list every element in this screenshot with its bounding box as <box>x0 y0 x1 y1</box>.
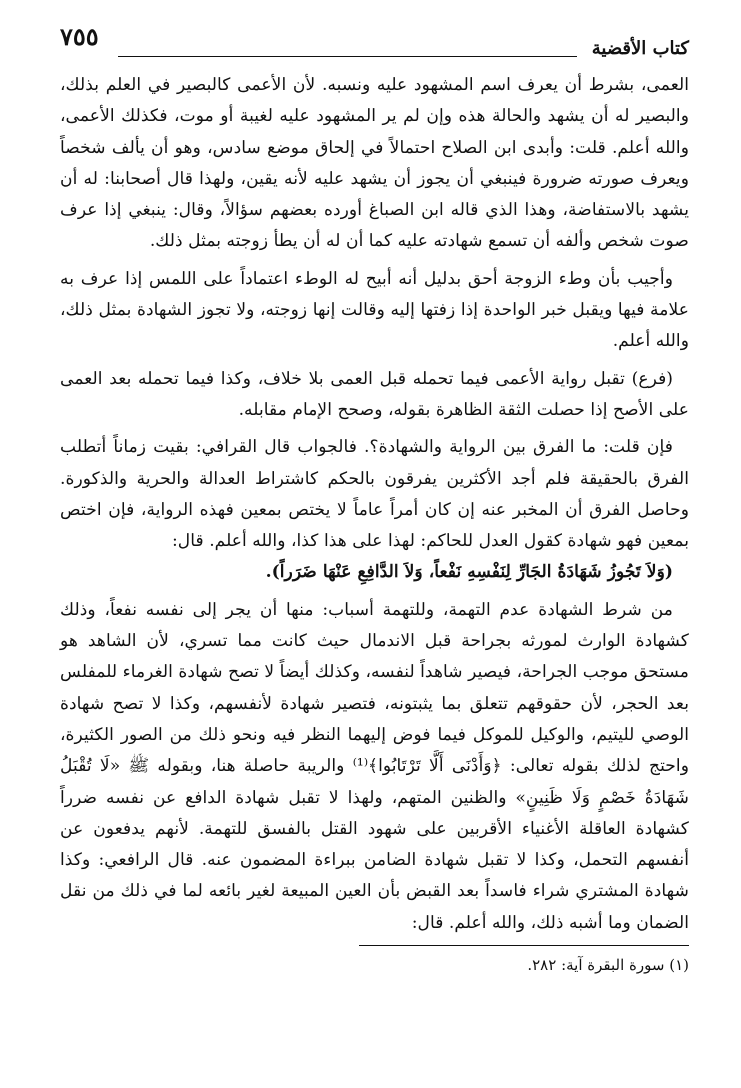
page-header <box>60 18 689 70</box>
paragraph: العمى، بشرط أن يعرف اسم المشهود عليه ونسبه. لأن الأعمى كالبصير في العلم بذلك، والبصير له أن يشهد والحالة هذه وإن لم ير المشهود عليه لغيبة أو موت، فكذلك الأعمى، والله أعلم. قلت: وأبدى ابن الصلاح احتمالاً في إلحاق موضع سادس، وهو أن يألف شخصاً ويعرف صورته ضرورة فينبغي أن يجوز أن يشهد عليه لأنه يقين، ولهذا قال أصحابنا: له أن يشهد بالاستفاضة، وهذا الذي قاله ابن الصباغ أورده بعضهم سؤالاً، وقال: ينبغي إذا عرف صوت شخص وألفه أن تسمع شهادته عليه كما أن له أن يطأ زوجته بمثل ذلك. <box>60 75 689 252</box>
paragraph: (فرع) تقبل رواية الأعمى فيما تحمله قبل العمى بلا خلاف، وكذا فيما تحمله بعد العمى على الأصح إذا حصلت الثقة الظاهرة بقوله، وصحح الإمام مقابله. <box>60 368 689 420</box>
footnote: (١) سورة البقرة آية: ٢٨٢. <box>527 956 689 975</box>
paragraph: من شرط الشهادة عدم التهمة، وللتهمة أسباب: منها أن يجر إلى نفسه نفعاً، وذلك كشهادة الوارث لمورثه بجراحة قبل الاندمال حيث كانت مما تسري، لأن الشاهد هو مستحق موجب الجراحة، فيصير شاهداً لنفسه، وكذلك أيضاً لا تصح شهادة الغرماء للمفلس بعد الحجر، لأن حقوقهم تتعلق بما يثبتونه، فتصير شهادة لأنفسهم، وكذا لا تصح شهادة الوصي لليتيم، والوكيل للموكل فيما فوض إليهما النظر فيه ونحو ذلك من الصور الكثيرة، واحتج لذلك بقوله تعالى: ﴿وَأَدْنَى أَلَّا تَرْتَابُوا﴾⁽¹⁾ والريبة حاصلة هنا، وبقوله ﷺ «لَا تُقْبَلُ شَهَادَةُ خَصْمٍ وَلَا ظَنِينٍ» والظنين المتهم، ولهذا لا تقبل شهادة الدافع عن نفسه ضرراً كشهادة العاقلة الأغنياء الأقربين على شهود القتل بالفسق للتهمة. لأنهم يدفعون عن أنفسهم التحمل، وكذا لا تقبل شهادة الضامن ببراءة المضمون عنه. قال الرافعي: وكذا شهادة المشتري شراء فاسداً بعد القبض بأن العين المبيعة لغير بائعه لما في ذلك من نقل الضمان وما أشبه ذلك، والله أعلم. قال: <box>60 599 689 933</box>
header-rule <box>118 56 577 57</box>
paragraph: فإن قلت: ما الفرق بين الرواية والشهادة؟. فالجواب قال القرافي: بقيت زماناً أتطلب الفرق بالحقيقة فلم أجد الأكثرين يفرقون بالحكم كاشتراط العدالة والحرية والذكورة. وحاصل الفرق أن المخبر عنه إن كان أمراً عاماً لا يختص بمعين فهذه الرواية، فإن اختص بمعين فهو شهادة كقول العدل للحاكم: لهذا على هذا كذا، والله أعلم. قال: <box>60 437 689 552</box>
paragraph: وأجيب بأن وطء الزوجة أحق بدليل أنه أبيح له الوطء اعتماداً على اللمس إذا عرف به علامة فيها ويقبل خبر الواحدة إذا زفتها إليه وقالت إنها زوجته، ولا تجوز الشهادة بمثل ذلك، والله أعلم. <box>60 268 689 352</box>
footnote-rule <box>359 945 689 946</box>
main-text <box>60 70 689 939</box>
matn-quote: (وَلاَ تَجُوزُ شَهَادَةُ الجَارِّ لِنَفْسِهِ نَفْعاً، وَلاَ الدَّافِعِ عَنْهَا ضَرَراً). <box>265 562 673 583</box>
page-number: ٧٥٥ <box>60 22 99 51</box>
book-title: كتاب الأقضية <box>591 38 689 59</box>
